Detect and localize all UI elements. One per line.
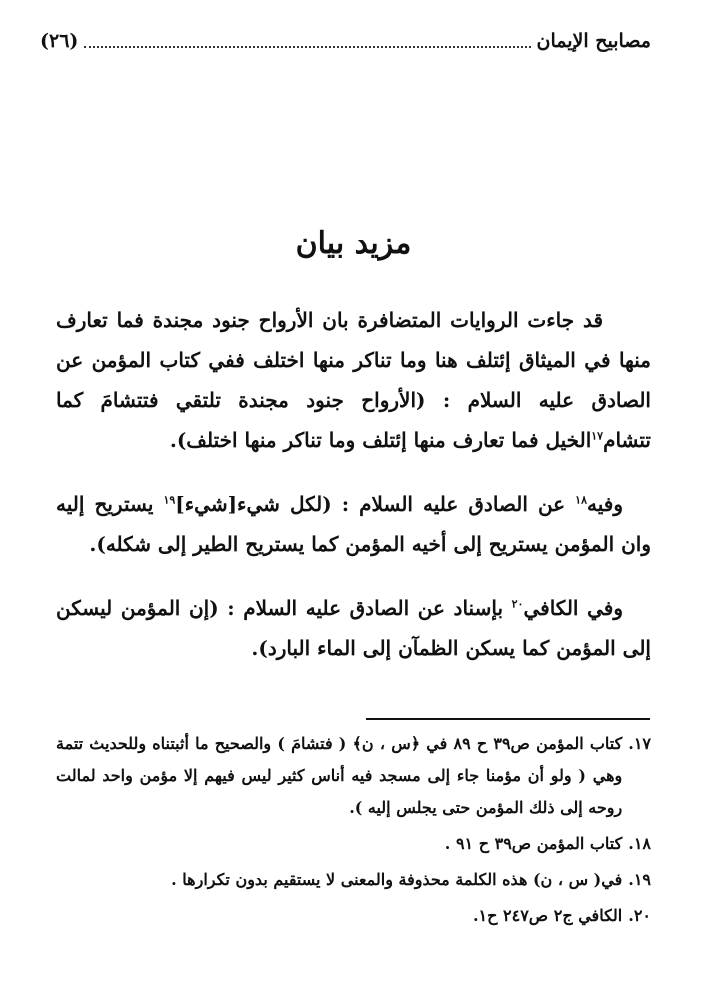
paragraph-3-text-cont: بإسناد عن الصادق عليه السلام : (إن المؤمن ليسكن إلى المؤمن كما يسكن الظمآن إلى الماء البارد).	[56, 596, 651, 660]
footnote-ref-20[interactable]: ٢٠	[511, 597, 524, 611]
footnote-number: ٢٠.	[628, 906, 651, 925]
paragraph-2-text: وفيه	[587, 492, 623, 516]
paragraph-2-text-mid: عن الصادق عليه السلام : (لكل شيء[شيء]	[175, 492, 576, 516]
footnote-ref-18[interactable]: ١٨	[575, 493, 587, 507]
footnote-number: ١٧.	[628, 734, 651, 753]
paragraph-1-text-cont: الخيل فما تعارف منها إئتلف وما تناكر منها اختلف).	[169, 428, 592, 452]
paragraph-1	[56, 300, 651, 460]
main-text	[56, 300, 651, 692]
header-dotted-leader	[84, 46, 530, 48]
footnote-19	[56, 864, 651, 896]
paragraph-2-text-cont: يستريح إليه وان المؤمن يستريح إلى أخيه المؤمن كما يستريح الطير إلى شكله).	[56, 492, 651, 556]
footnote-number: ١٨.	[628, 834, 651, 853]
footnote-text: الكافي ج٢ ص٢٤٧ ح١.	[472, 906, 623, 925]
page-number: (٢٦)	[40, 30, 79, 52]
paragraph-2	[56, 484, 651, 564]
footnote-text: كتاب المؤمن ص٣٩ ح ٩١ .	[444, 834, 623, 853]
book-title: مصابيح الإيمان	[536, 30, 651, 52]
footnote-17	[56, 728, 651, 824]
paragraph-3-text: وفي الكافي	[523, 596, 623, 620]
paragraph-3	[56, 588, 651, 668]
running-header	[40, 30, 651, 52]
footnote-18	[56, 828, 651, 860]
footnote-ref-17[interactable]: ١٧	[591, 429, 604, 443]
paragraph-1-text: قد جاءت الروايات المتضافرة بان الأرواح جنود مجندة فما تعارف منها في الميثاق إئتلف هنا وما تناكر منها اختلف ففي كتاب المؤمن عن الصادق عليه السلام : (الأرواح جنود مجندة تلتقي فتتشامَ كما تتشام	[56, 308, 651, 452]
footnote-text: في( س ، ن) هذه الكلمة محذوفة والمعنى لا يستقيم بدون تكرارها .	[171, 870, 623, 889]
footnote-number: ١٩.	[628, 870, 651, 889]
footnote-ref-19[interactable]: ١٩	[163, 493, 176, 507]
footnote-20	[56, 900, 651, 932]
footnote-text: كتاب المؤمن ص٣٩ ح ٨٩ في ﴿س ، ن﴾ ( فتشامَ ) والصحيح ما أثبتناه وللحديث تتمة وهي ( ولو أن مؤمنا جاء إلى مسجد فيه أناس كثير ليس فيهم إلا مؤمن واحد لمالت روحه إلى ذلك المؤمن حتى يجلس إليه ).	[56, 734, 623, 817]
section-title: مزيد بيان	[295, 226, 412, 261]
footnote-separator	[366, 718, 650, 720]
footnotes	[56, 728, 651, 936]
